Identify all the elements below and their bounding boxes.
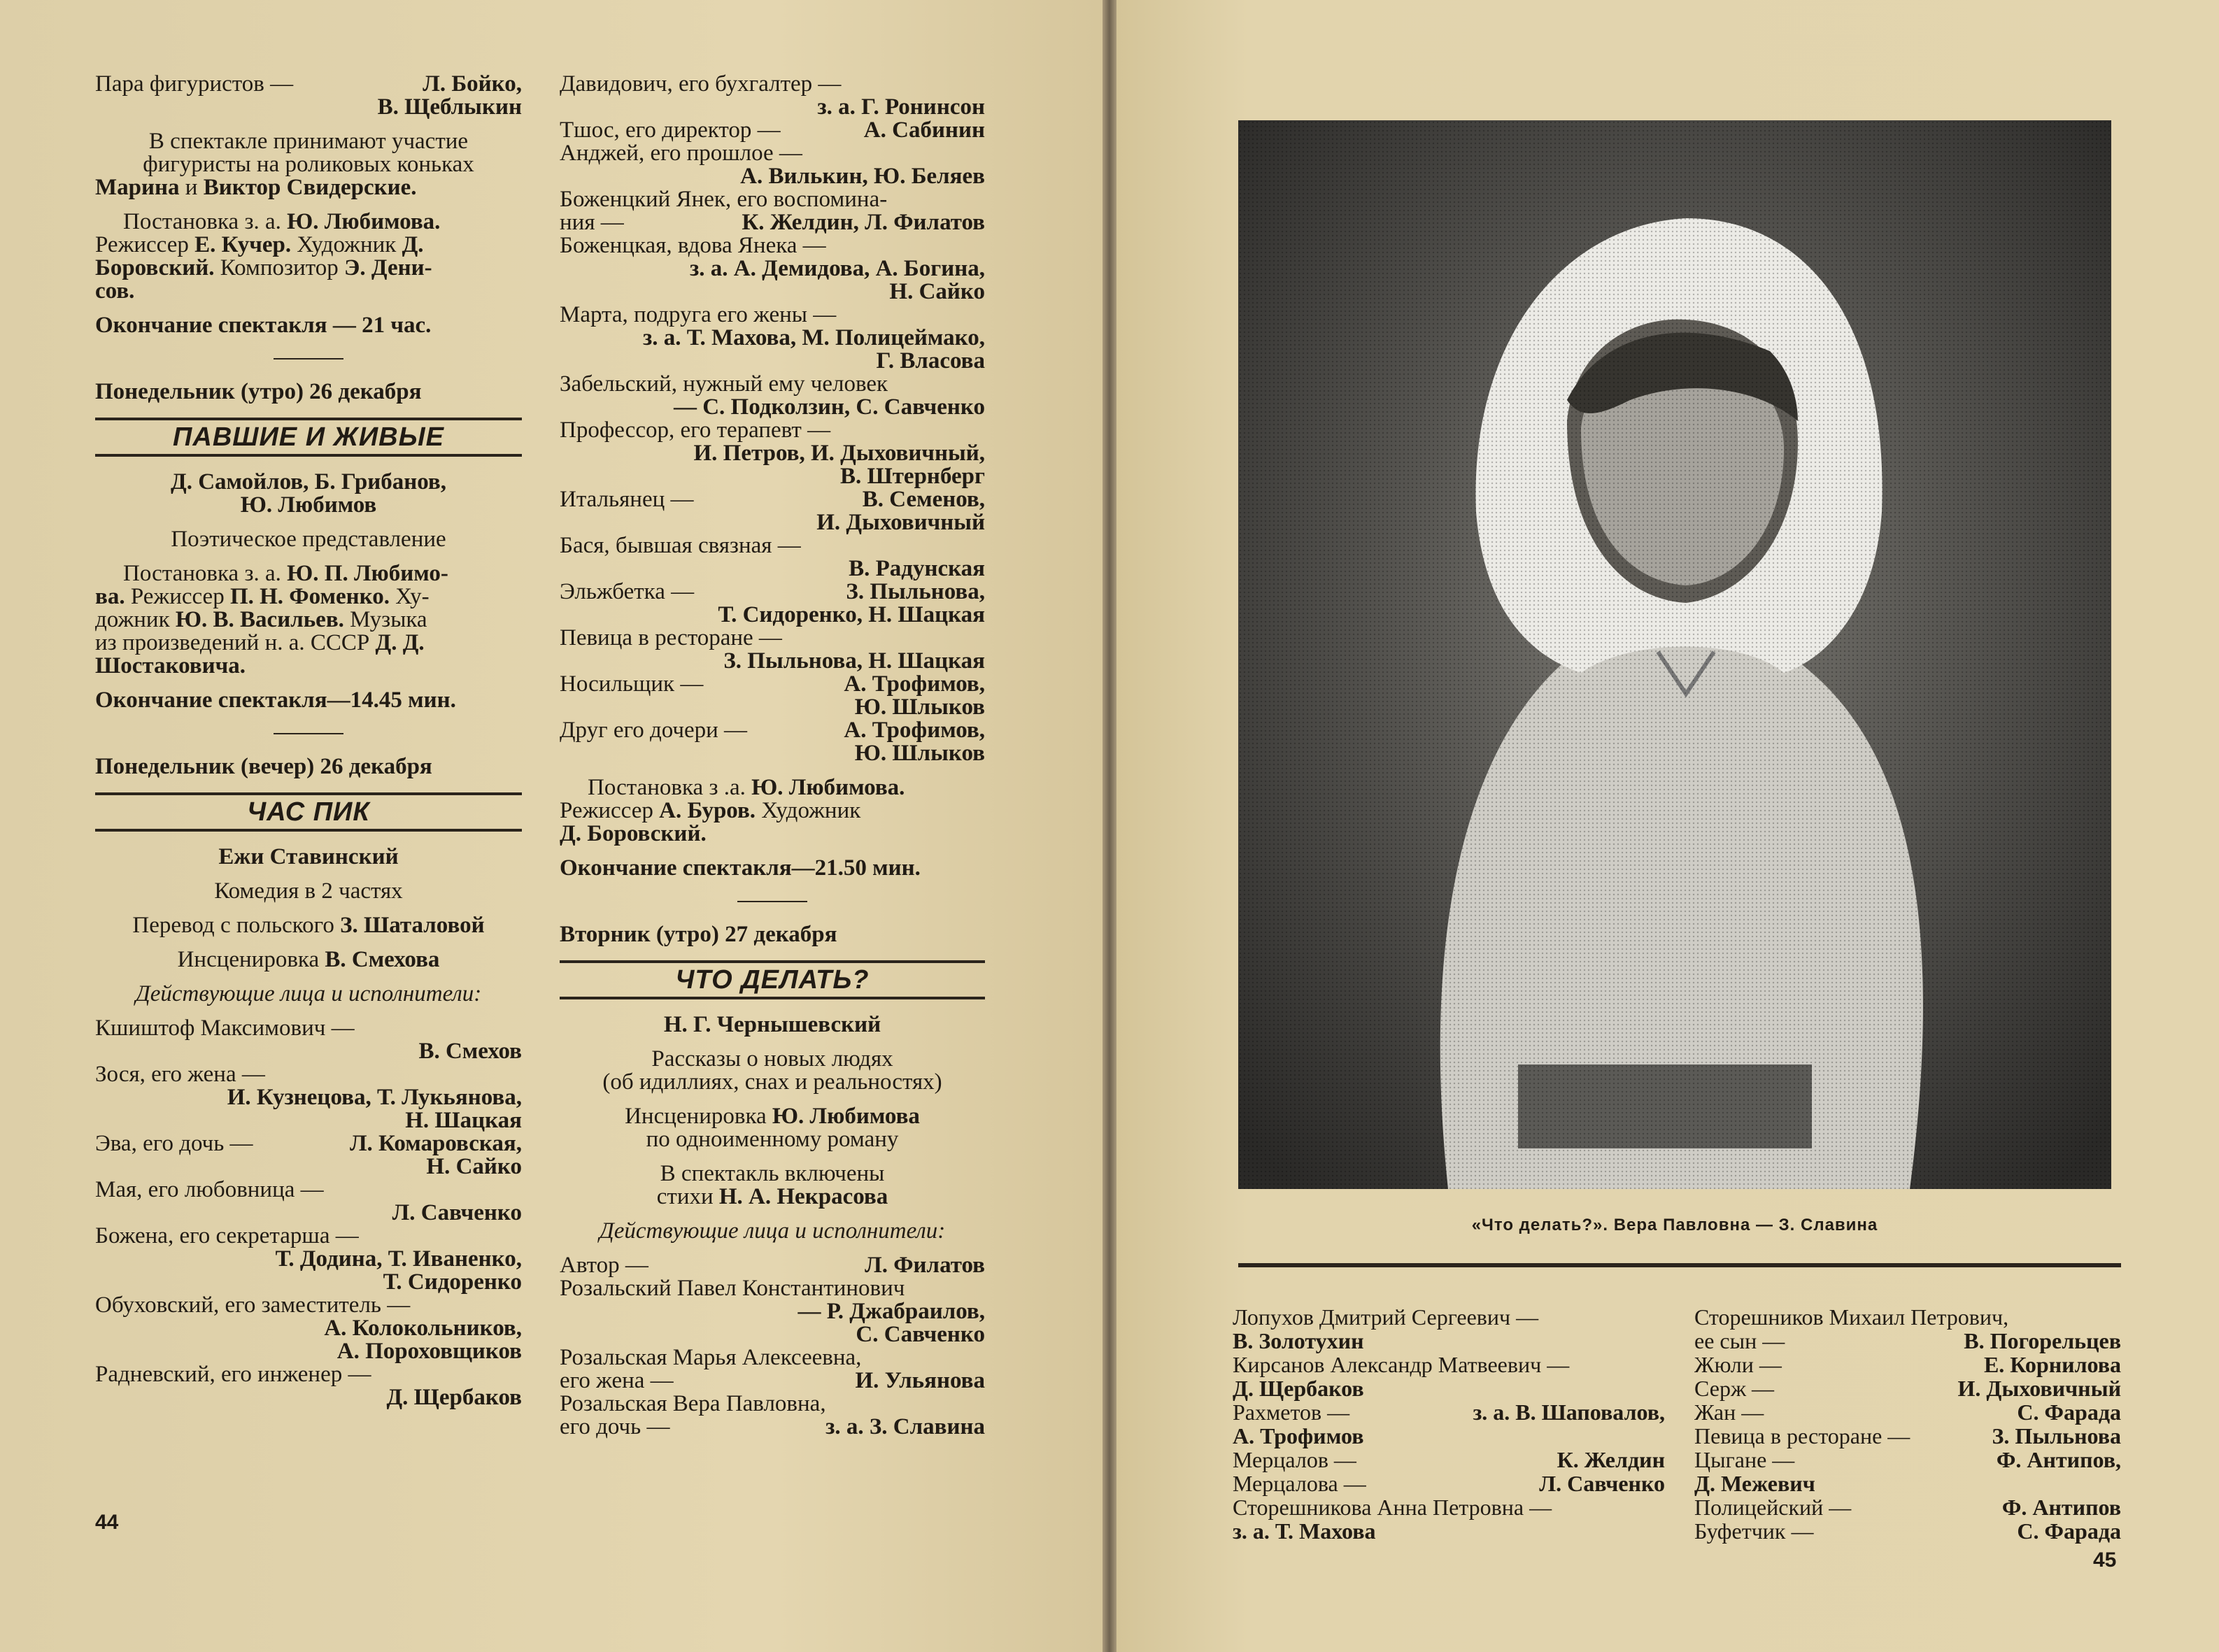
cast-role-line — [1694, 1376, 2121, 1400]
cast-list-chto-delat-3 — [1694, 1305, 2121, 1543]
pair-skaters-line — [95, 73, 522, 96]
cast-actor: А. Вилькин, Ю. Беляев — [740, 164, 985, 189]
cast-actor: Г. Власова — [876, 348, 985, 373]
cast-actor: з. а. В. Шаповалов, — [1473, 1400, 1665, 1425]
cast-role: Полицейский — — [1694, 1495, 1852, 1520]
cast-actor: Т. Сидоренко, Н. Шацкая — [718, 602, 985, 627]
prod-text: Постановка з. а. — [123, 209, 288, 234]
page-number-left: 44 — [95, 1511, 119, 1534]
ending-time-3: Окончание спектакля—21.50 мин. — [560, 855, 921, 881]
cast-actor: А. Колокольников, — [324, 1316, 522, 1341]
cast-role-line — [1694, 1329, 2121, 1353]
production-credits-3 — [95, 257, 522, 280]
cast-role-line — [95, 1225, 522, 1248]
date-heading-2: Понедельник (вечер) 26 декабря — [95, 754, 432, 779]
skater-name-viktor: Виктор Свидерские. — [203, 175, 417, 200]
book-gutter — [1103, 0, 1116, 1652]
production-credits-8 — [95, 632, 522, 655]
cast-role-line — [560, 719, 985, 742]
cast-role-line — [560, 211, 985, 234]
pair-names: Л. Бойко, — [423, 71, 522, 97]
production-credits-2 — [95, 234, 522, 257]
cast-role: Розальская Вера Павловна, — [560, 1391, 826, 1416]
prod-text: Художник — [756, 798, 861, 823]
cast-role-line — [1694, 1424, 2121, 1448]
photo-caption: «Что делать?». Вера Павловна — З. Славина — [1471, 1216, 1878, 1234]
cast-role: Рахметов — — [1233, 1400, 1350, 1425]
cast-actor: Ю. Шлыков — [854, 741, 985, 766]
cast-role: Буфетчик — — [1694, 1518, 1814, 1544]
cast-actor: И. Дыховичный — [816, 510, 985, 535]
cast-actor: — Р. Джабраилов, — [797, 1299, 985, 1324]
cast-actor: — С. Подколзин, С. Савченко — [673, 394, 985, 420]
cast-role-line — [560, 373, 985, 396]
play1-genre: Поэтическое представление — [171, 527, 446, 552]
cast-list-chas-pik-2 — [560, 73, 985, 765]
prod-name: Боровский. — [95, 255, 215, 280]
play3-staging — [560, 1105, 985, 1128]
cast-actor: з. а. Г. Ронинсон — [817, 94, 985, 120]
left-column-2 — [560, 73, 985, 1439]
prod-text: Постановка з .а. — [588, 775, 752, 800]
cast-role: Кшиштоф Максимович — — [95, 1016, 355, 1041]
cast-role-line — [560, 581, 985, 604]
prod-name: Ю. В. Васильев. — [175, 607, 344, 632]
production-credits-10 — [560, 776, 985, 799]
skater-conj: и — [179, 175, 204, 200]
cast-header-2: Действующие лица и исполнители: — [599, 1218, 946, 1244]
cast-role: Давидович, его бухгалтер — — [560, 71, 842, 97]
cast-role-line — [1233, 1305, 1665, 1329]
cast-role: Автор — — [560, 1253, 648, 1278]
production-credits-11 — [560, 799, 985, 823]
prod-text: Перевод с польского — [132, 913, 341, 938]
right-cast-column-1 — [1233, 1305, 1665, 1543]
cast-role: Сторешникова Анна Петровна — — [1233, 1495, 1552, 1520]
prod-name: П. Н. Фоменко. — [229, 584, 390, 609]
cast-role: Серж — — [1694, 1376, 1775, 1401]
prod-text: Режиссер — [560, 798, 660, 823]
cast-role: ния — — [560, 210, 624, 235]
play-title-pavshie: ПАВШИЕ И ЖИВЫЕ — [173, 422, 444, 452]
prod-name: Д. — [402, 232, 424, 257]
prod-name: Э. Дени- — [343, 255, 432, 280]
skaters-text-3 — [95, 176, 522, 199]
prod-name: В. Смехова — [325, 947, 440, 972]
cast-actor: С. Фарада — [2017, 1400, 2121, 1425]
cast-actor: К. Желдин — [1557, 1447, 1665, 1472]
cast-role-line — [560, 627, 985, 650]
left-column-1 — [95, 73, 522, 1409]
production-credits-9: Шостаковича. — [95, 653, 246, 678]
cast-role-line — [1694, 1305, 2121, 1329]
cast-header-1: Действующие лица и исполнители: — [135, 981, 482, 1006]
section-rule — [1238, 1263, 2121, 1267]
cast-role: Забельский, нужный ему человек — [560, 371, 888, 397]
play3-poems-2 — [560, 1185, 985, 1209]
prod-text: Музыка — [343, 607, 427, 632]
cast-actor: К. Желдин, Л. Филатов — [742, 210, 985, 235]
cast-actor: В. Штернберг — [839, 464, 985, 489]
cast-role-line — [1233, 1495, 1665, 1519]
cast-role: Эва, его дочь — — [95, 1131, 253, 1156]
cast-role: Бася, бывшая связная — — [560, 533, 801, 558]
left-page — [0, 0, 1103, 1652]
cast-role-line — [560, 1277, 985, 1300]
cast-actor: Ф. Антипов, — [1996, 1447, 2121, 1472]
prod-text: дожник — [95, 607, 176, 632]
play1-authors-2: Ю. Любимов — [240, 492, 377, 518]
cast-role-line — [95, 1294, 522, 1317]
cast-role: Певица в ресторане — — [1694, 1423, 1910, 1448]
cast-role: Марта, подруга его жены — — [560, 302, 837, 327]
ending-time-2: Окончание спектакля—14.45 мин. — [95, 688, 456, 713]
play1-authors-1: Д. Самойлов, Б. Грибанов, — [171, 469, 446, 494]
cast-actor: И. Ульянова — [855, 1368, 985, 1393]
prod-text: стихи — [656, 1184, 719, 1209]
production-credits-6 — [95, 585, 522, 608]
cast-role-line — [95, 1363, 522, 1386]
cast-actor: С. Савченко — [856, 1322, 985, 1347]
prod-name: Ю. Любимова — [772, 1104, 920, 1129]
cast-list-chto-delat-1 — [560, 1254, 985, 1439]
cast-actor: И. Петров, И. Дыховичный, — [693, 441, 985, 466]
cast-role: Мерцалова — — [1233, 1471, 1366, 1496]
cast-actor: з. а. А. Демидова, А. Богина, — [690, 256, 985, 281]
cast-actor: Е. Корнилова — [1983, 1352, 2121, 1377]
cast-role: Обуховский, его заместитель — — [95, 1293, 411, 1318]
cast-actor: з. а. З. Славина — [825, 1414, 985, 1439]
cast-role: Носильщик — — [560, 671, 704, 697]
cast-actor: И. Дыховичный — [1957, 1376, 2121, 1401]
cast-role-line — [560, 1416, 985, 1439]
right-cast-column-2 — [1694, 1305, 2121, 1543]
cast-role: Мерцалов — — [1233, 1447, 1356, 1472]
play2-author: Ежи Ставинский — [218, 844, 399, 869]
cast-actor: А. Сабинин — [863, 118, 985, 143]
cast-role-line — [560, 304, 985, 327]
cast-actor: И. Кузнецова, Т. Лукьянова, — [227, 1085, 522, 1110]
prod-name: Е. Кучер. — [194, 232, 292, 257]
cast-actor: З. Пыльнова, Н. Шацкая — [723, 648, 985, 674]
cast-actor: А. Трофимов, — [844, 718, 985, 743]
cast-role-line — [95, 1132, 522, 1155]
play2-translation — [95, 914, 522, 937]
prod-text: из произведений н. а. СССР — [95, 630, 376, 655]
play3-subtitle-1: Рассказы о новых людях — [651, 1046, 893, 1071]
cast-actor: В. Погорельцев — [1964, 1328, 2121, 1353]
cast-role-line — [560, 673, 985, 696]
cast-role-line — [560, 534, 985, 557]
prod-text: Художник — [291, 232, 402, 257]
date-heading-3: Вторник (утро) 27 декабря — [560, 922, 837, 947]
cast-role: Лопухов Дмитрий Сергеевич — — [1233, 1304, 1539, 1330]
prod-text: Режиссер — [125, 584, 230, 609]
cast-actor: А. Пороховщиков — [336, 1339, 522, 1364]
cast-actor: Л. Филатов — [865, 1253, 985, 1278]
play3-author: Н. Г. Чернышевский — [663, 1012, 881, 1037]
cast-role-line — [560, 234, 985, 257]
cast-actor: Т. Сидоренко — [383, 1269, 522, 1295]
cast-role-line — [1233, 1472, 1665, 1495]
cast-role: Друг его дочери — — [560, 718, 748, 743]
cast-role-line — [95, 1017, 522, 1040]
cast-role-line — [560, 188, 985, 211]
cast-role: Анджей, его прошлое — — [560, 141, 802, 166]
cast-role: Певица в ресторане — — [560, 625, 782, 650]
cast-role-line — [1694, 1353, 2121, 1376]
prod-name: А. Буров. — [659, 798, 756, 823]
photo-illustration — [1238, 120, 2111, 1189]
cast-role-line — [1694, 1519, 2121, 1543]
prod-name: ва. — [95, 584, 125, 609]
cast-role-line — [1694, 1448, 2121, 1472]
skaters-text-1: В спектакле принимают участие — [148, 129, 469, 154]
skaters-text-2: фигуристы на роликовых коньках — [143, 152, 474, 177]
prod-name: Ю. П. Любимо- — [287, 561, 448, 586]
cast-actor: з. а. Т. Махова — [1233, 1518, 1376, 1544]
prod-name: Д. Д. — [375, 630, 425, 655]
cast-list-chto-delat-2 — [1233, 1305, 1665, 1543]
cast-actor: А. Трофимов, — [844, 671, 985, 697]
cast-role: Итальянец — — [560, 487, 694, 512]
cast-role-line — [560, 142, 985, 165]
cast-role-line — [95, 1063, 522, 1086]
play2-staging — [95, 948, 522, 971]
cast-actor: В. Золотухин — [1233, 1328, 1364, 1353]
cast-role: Жан — — [1694, 1400, 1764, 1425]
cast-role-line — [1233, 1353, 1665, 1376]
cast-role: Сторешников Михаил Петрович, — [1694, 1304, 2009, 1330]
cast-role-line — [560, 1254, 985, 1277]
cast-actor: Ф. Антипов — [2001, 1495, 2121, 1520]
cast-actor: З. Пыльнова, — [846, 579, 985, 604]
prod-text: Композитор — [214, 255, 344, 280]
cast-role: Розальская Марья Алексеевна, — [560, 1345, 862, 1370]
prod-text: Инсценировка — [177, 947, 325, 972]
cast-actor: В. Смехов — [418, 1039, 522, 1064]
cast-actor: Д. Межевич — [1694, 1471, 1815, 1496]
ending-time-1: Окончание спектакля — 21 час. — [95, 313, 432, 338]
prod-name: Н. А. Некрасова — [718, 1184, 888, 1209]
cast-role: Кирсанов Александр Матвеевич — — [1233, 1352, 1570, 1377]
cast-role: Зося, его жена — — [95, 1062, 265, 1087]
cast-actor: Н. Сайко — [426, 1154, 522, 1179]
cast-actor: Д. Щербаков — [1233, 1376, 1364, 1401]
cast-role-line — [1694, 1495, 2121, 1519]
cast-actor: Ю. Шлыков — [854, 695, 985, 720]
cast-role: Розальский Павел Константинович — [560, 1276, 905, 1301]
cast-role: Мая, его любовница — — [95, 1177, 324, 1202]
play3-staging-2: по одноименному роману — [646, 1127, 899, 1152]
cast-actor: Н. Шацкая — [405, 1108, 522, 1133]
production-credits-5 — [95, 562, 522, 585]
cast-actor: Л. Савченко — [392, 1200, 522, 1225]
cast-role-line — [560, 73, 985, 96]
cast-actor: Л. Савченко — [1539, 1471, 1665, 1496]
cast-role: Жюли — — [1694, 1352, 1782, 1377]
prod-name: З. Шаталовой — [340, 913, 485, 938]
prod-name: Ю. Любимова. — [751, 775, 905, 800]
cast-list-chas-pik-1 — [95, 1017, 522, 1409]
prod-text: Режиссер — [95, 232, 195, 257]
cast-role: Цыгане — — [1694, 1447, 1795, 1472]
cast-actor: з. а. Т. Махова, М. Полицеймако, — [642, 325, 985, 350]
cast-role: Эльжбетка — — [560, 579, 695, 604]
cast-role-line — [1694, 1400, 2121, 1424]
date-heading-1: Понедельник (утро) 26 декабря — [95, 379, 422, 404]
skater-name-marina: Марина — [95, 175, 180, 200]
cast-role-line — [560, 419, 985, 442]
prod-text: Постановка з. а. — [123, 561, 288, 586]
cast-role-line — [1233, 1448, 1665, 1472]
cast-role: Профессор, его терапевт — — [560, 418, 831, 443]
cast-role: Радневский, его инженер — — [95, 1362, 371, 1387]
production-credits-1 — [95, 211, 522, 234]
play3-poems-1: В спектакль включены — [660, 1161, 885, 1186]
cast-role-line — [560, 1393, 985, 1416]
cast-actor: Т. Додина, Т. Иваненко, — [275, 1246, 522, 1272]
play-title-chas-pik: ЧАС ПИК — [247, 797, 370, 827]
cast-actor: Н. Сайко — [889, 279, 985, 304]
cast-role-line — [560, 488, 985, 511]
cast-role: его дочь — — [560, 1414, 670, 1439]
cast-actor: В. Семенов, — [862, 487, 985, 512]
play2-genre: Комедия в 2 частях — [214, 878, 403, 904]
pair-label: Пара фигуристов — — [95, 71, 294, 97]
cast-actor: С. Фарада — [2017, 1518, 2121, 1544]
production-credits-12: Д. Боровский. — [560, 821, 707, 846]
cast-role: ее сын — — [1694, 1328, 1785, 1353]
cast-role-line — [560, 1346, 985, 1369]
play3-subtitle-2: (об идиллиях, снах и реальностях) — [602, 1069, 942, 1095]
cast-role: его жена — — [560, 1368, 674, 1393]
pair-names-2: В. Щеблыкин — [377, 94, 522, 120]
prod-director: Ю. Любимова. — [287, 209, 441, 234]
cast-role-line — [560, 119, 985, 142]
cast-actor: З. Пыльнова — [1992, 1423, 2121, 1448]
cast-role-line — [95, 1179, 522, 1202]
prod-text: Ху- — [389, 584, 430, 609]
cast-role: Божена, его секретарша — — [95, 1223, 359, 1248]
cast-actor: А. Трофимов — [1233, 1423, 1364, 1448]
production-photo — [1238, 120, 2111, 1189]
page-number-right: 45 — [2093, 1548, 2117, 1572]
play-title-chto-delat: ЧТО ДЕЛАТЬ? — [675, 965, 870, 995]
cast-actor: Л. Комаровская, — [349, 1131, 522, 1156]
cast-actor: Д. Щербаков — [386, 1385, 522, 1410]
cast-actor: В. Радунская — [849, 556, 985, 581]
production-credits-4: сов. — [95, 278, 135, 304]
cast-role-line — [560, 1369, 985, 1393]
prod-text: Инсценировка — [625, 1104, 772, 1129]
cast-role: Тшос, его директор — — [560, 118, 781, 143]
production-credits-7 — [95, 608, 522, 632]
cast-role: Боженцкая, вдова Янека — — [560, 233, 826, 258]
cast-role-line — [1233, 1400, 1665, 1424]
cast-role: Боженцкий Янек, его воспомина- — [560, 187, 888, 212]
